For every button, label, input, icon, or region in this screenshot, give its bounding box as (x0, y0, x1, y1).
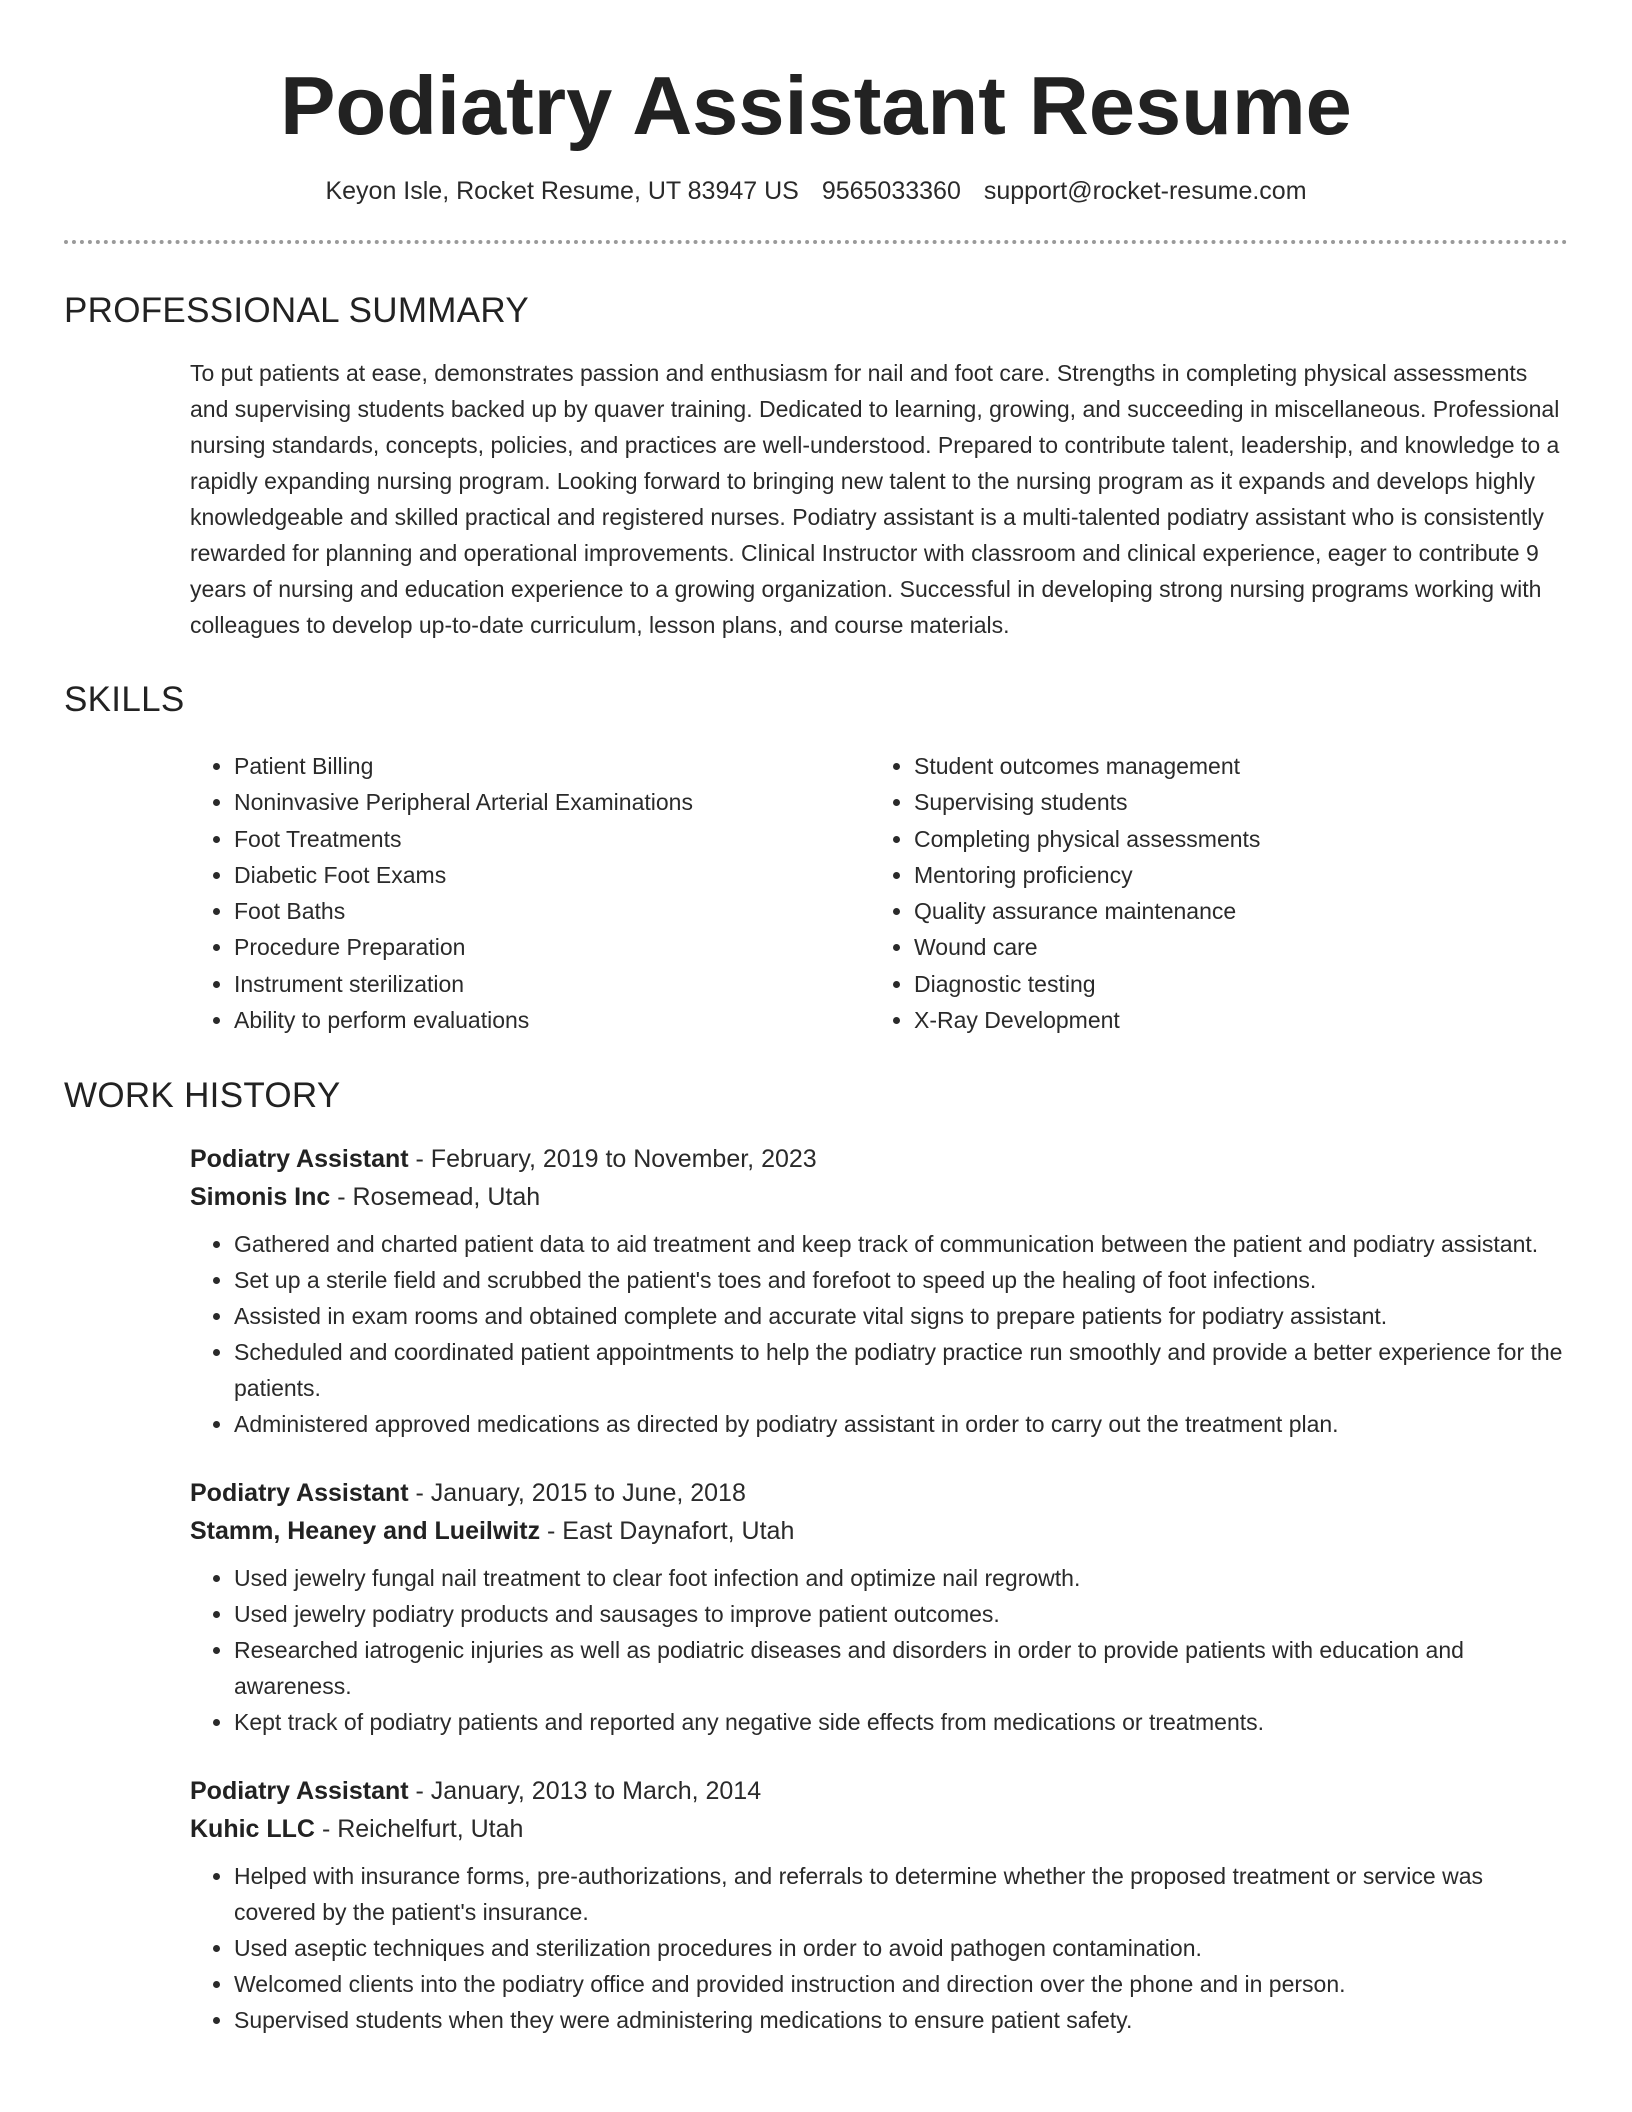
job-entry (190, 1474, 1568, 1740)
job-bullet: • Scheduled and coordinated patient appointments to help the podiatry practice run smoothly and provide a better experience for the patients. (234, 1334, 1568, 1406)
skills-column-left (190, 748, 870, 1038)
job-location: - East Daynafort, Utah (540, 1517, 795, 1546)
job-title: Podiatry Assistant (190, 1145, 409, 1174)
header-divider (64, 240, 1568, 244)
skill-item: • Student outcomes management (914, 748, 1260, 784)
section-title-summary: PROFESSIONAL SUMMARY (64, 291, 529, 330)
contact-line (64, 176, 1568, 206)
summary-text: To put patients at ease, demonstrates passion and enthusiasm for nail and foot care. Strengths in completing physical assessments and supervising students backed up by quaver training. Dedicated to learning, growing, and succeeding in miscellaneous. Professional nursing standards, concepts, policies, and practices are well-understood. Prepared to contribute talent, leadership, and knowledge to a rapidly expanding nursing program. Looking forward to bringing new talent to the nursing program as it expands and develops highly knowledgeable and skilled practical and registered nurses. Podiatry assistant is a multi-talented podiatry assistant who is consistently rewarded for planning and operational improvements. Clinical Instructor with classroom and clinical experience, eager to contribute 9 years of nursing and education experience to a growing organization. Successful in developing strong nursing programs working with colleagues to develop up-to-date curriculum, lesson plans, and course materials. (190, 360, 1560, 638)
job-dates: - January, 2015 to June, 2018 (408, 1479, 746, 1508)
skill-item: • Foot Treatments (234, 821, 870, 857)
job-location: - Reichelfurt, Utah (315, 1815, 524, 1844)
job-bullets (190, 1560, 1568, 1740)
skills-column-right (870, 748, 1260, 1038)
job-bullets (190, 1226, 1568, 1442)
job-bullet: • Researched iatrogenic injuries as well as podiatric diseases and disorders in order to provide patients with education and awareness. (234, 1632, 1568, 1704)
skill-item: • Supervising students (914, 784, 1260, 820)
job-company: Stamm, Heaney and Lueilwitz (190, 1517, 541, 1546)
job-entry (190, 1772, 1568, 2038)
skill-item: • Instrument sterilization (234, 966, 870, 1002)
job-title-line (190, 1772, 1568, 1810)
job-company-line (190, 1178, 1568, 1216)
page-title: Podiatry Assistant Resume (280, 59, 1352, 152)
section-title-skills: SKILLS (64, 680, 185, 719)
job-bullet: • Administered approved medications as directed by podiatry assistant in order to carry out the treatment plan. (234, 1406, 1568, 1442)
job-title-line (190, 1474, 1568, 1512)
skill-item: • Completing physical assessments (914, 821, 1260, 857)
job-bullet: • Supervised students when they were administering medications to ensure patient safety. (234, 2002, 1568, 2038)
section-title-work-history: WORK HISTORY (64, 1076, 341, 1116)
contact-email: support@rocket-resume.com (983, 177, 1307, 205)
job-bullet: • Assisted in exam rooms and obtained complete and accurate vital signs to prepare patients for podiatry assistant. (234, 1298, 1568, 1334)
job-bullet: • Used jewelry podiatry products and sausages to improve patient outcomes. (234, 1596, 1568, 1632)
skill-item: • Diagnostic testing (914, 966, 1260, 1002)
job-title: Podiatry Assistant (190, 1479, 409, 1508)
job-bullets (190, 1858, 1568, 2038)
skill-item: • Patient Billing (234, 748, 870, 784)
job-location: - Rosemead, Utah (330, 1183, 541, 1212)
skill-item: • Foot Baths (234, 893, 870, 929)
job-bullet: • Used aseptic techniques and sterilization procedures in order to avoid pathogen contamination. (234, 1930, 1568, 1966)
skill-item: • Quality assurance maintenance (914, 893, 1260, 929)
job-title: Podiatry Assistant (190, 1777, 409, 1806)
skill-item: • X-Ray Development (914, 1002, 1260, 1038)
skill-item: • Noninvasive Peripheral Arterial Examinations (234, 784, 870, 820)
skill-item: • Ability to perform evaluations (234, 1002, 870, 1038)
job-bullet: • Gathered and charted patient data to aid treatment and keep track of communication between the patient and podiatry assistant. (234, 1226, 1568, 1262)
job-company: Simonis Inc (190, 1183, 331, 1212)
job-bullet: • Helped with insurance forms, pre-authorizations, and referrals to determine whether the proposed treatment or service was covered by the patient's insurance. (234, 1858, 1568, 1930)
job-bullet: • Used jewelry fungal nail treatment to clear foot infection and optimize nail regrowth. (234, 1560, 1568, 1596)
skill-item: • Wound care (914, 929, 1260, 965)
job-title-line (190, 1140, 1568, 1178)
skill-item: • Diabetic Foot Exams (234, 857, 870, 893)
skill-item: • Procedure Preparation (234, 929, 870, 965)
job-company: Kuhic LLC (190, 1815, 315, 1844)
skill-item: • Mentoring proficiency (914, 857, 1260, 893)
job-entry (190, 1140, 1568, 1442)
job-bullet: • Set up a sterile field and scrubbed the patient's toes and forefoot to speed up the healing of foot infections. (234, 1262, 1568, 1298)
job-bullet: • Kept track of podiatry patients and reported any negative side effects from medications or treatments. (234, 1704, 1568, 1740)
job-dates: - February, 2019 to November, 2023 (408, 1145, 817, 1174)
job-dates: - January, 2013 to March, 2014 (408, 1777, 762, 1806)
job-company-line (190, 1512, 1568, 1550)
contact-address: Keyon Isle, Rocket Resume, UT 83947 US (325, 177, 799, 205)
job-bullet: • Welcomed clients into the podiatry office and provided instruction and direction over the phone and in person. (234, 1966, 1568, 2002)
contact-phone: 9565033360 (821, 177, 961, 205)
job-company-line (190, 1810, 1568, 1848)
skills-list (190, 748, 1568, 1038)
